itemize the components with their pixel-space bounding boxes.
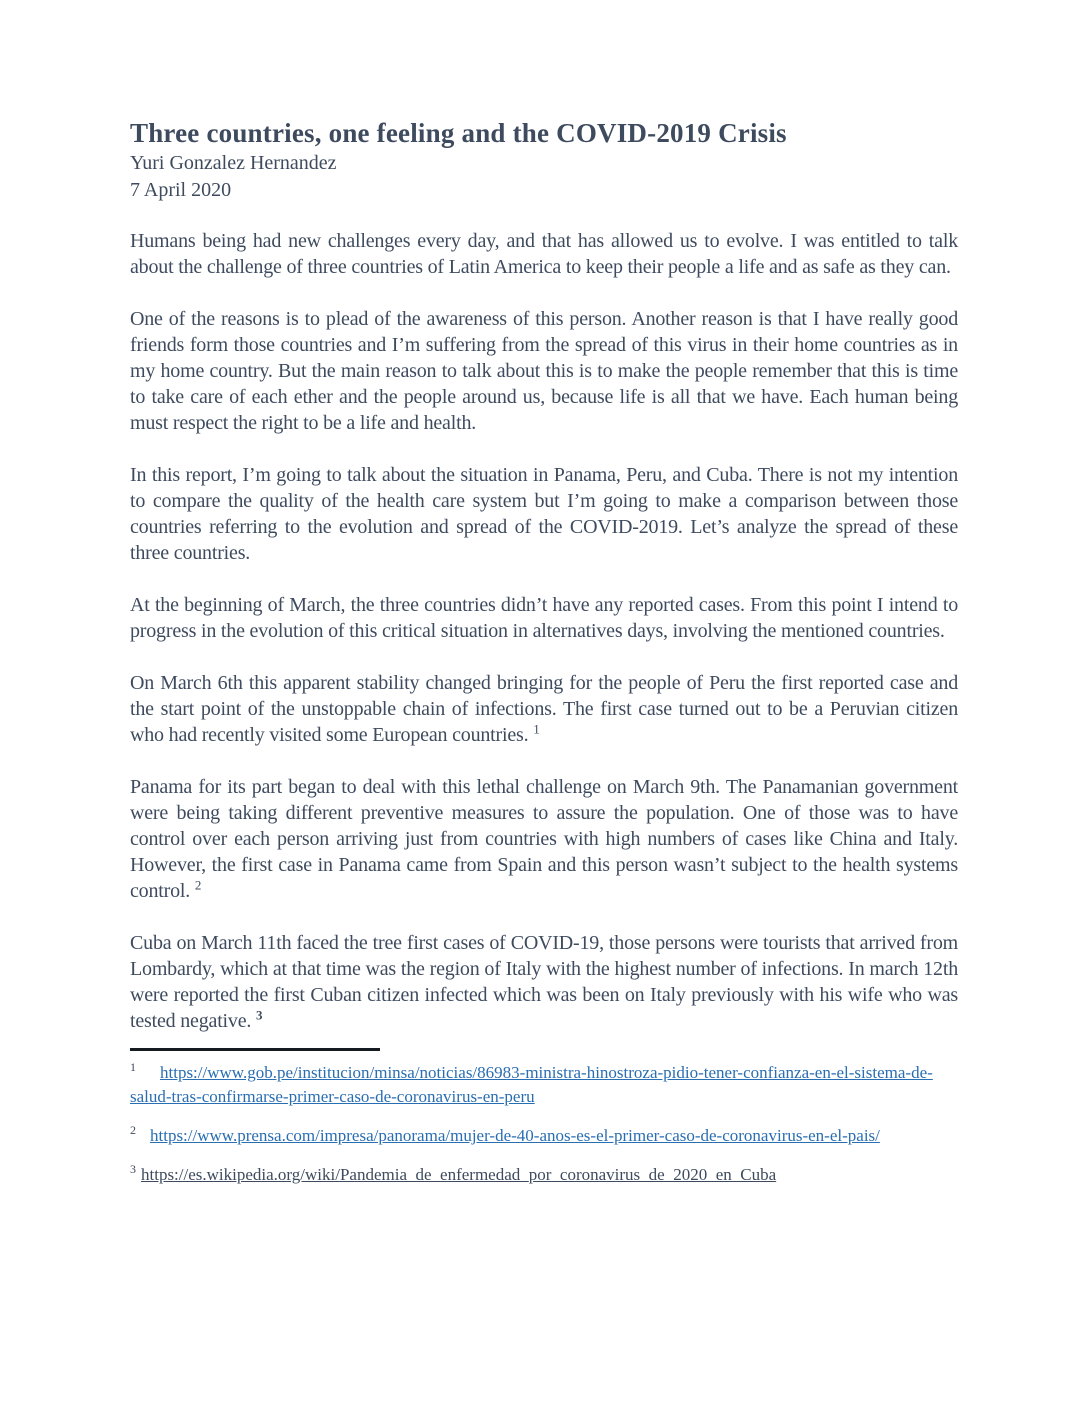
body-paragraph [130, 670, 958, 748]
paragraph-text: At the beginning of March, the three countries didn’t have any reported cases. From this point I intend to progress in the evolution of this critical situation in alternatives days, involving the mentioned countries. [130, 594, 958, 642]
body-paragraph [130, 592, 958, 644]
author-line: Yuri Gonzalez Hernandez [130, 152, 337, 174]
document-body [130, 228, 958, 1034]
footnote-item [130, 1163, 958, 1187]
footnote-separator [130, 1048, 380, 1051]
document-title: Three countries, one feeling and the COVID-2019 Crisis [130, 118, 787, 148]
footnote-item [130, 1061, 958, 1109]
footnote-number: 2 [130, 1123, 136, 1138]
paragraph-text: In this report, I’m going to talk about the situation in Panama, Peru, and Cuba. There is not my intention to compare the quality of the health care system but I’m going to make a comparison between those countries referring to the evolution and spread of the COVID-2019. Let’s analyze the spread of these three countries. [130, 464, 958, 564]
date-line: 7 April 2020 [130, 179, 232, 201]
footnote-link[interactable]: https://www.gob.pe/institucion/minsa/noticias/86983-ministra-hinostroza-pidio-tener-confianza-en-el-sistema-de-salud-tras-confirmarse-primer-caso-de-coronavirus-en-peru [130, 1063, 933, 1106]
footnote-number: 1 [130, 1060, 136, 1075]
footnotes-section [130, 1061, 958, 1187]
body-paragraph [130, 462, 958, 566]
footnote-link[interactable]: https://www.prensa.com/impresa/panorama/mujer-de-40-anos-es-el-primer-caso-de-coronavirus-en-el-pais/ [150, 1126, 880, 1145]
body-paragraph [130, 228, 958, 280]
footnote-number: 3 [130, 1162, 136, 1177]
paragraph-text: One of the reasons is to plead of the awareness of this person. Another reason is that I have really good friends form those countries and I’m suffering from the spread of this virus in their home countries as in my home country. But the main reason to talk about this is to make the people remember that this is time to take care of each ether and the people around us, because life is all that we have. Each human being must respect the right to be a life and health. [130, 308, 958, 434]
paragraph-text: On March 6th this apparent stability changed bringing for the people of Peru the first reported case and the start point of the unstoppable chain of infections. The first case turned out to be a Peruvian citizen who had recently visited some European countries. [130, 672, 958, 746]
body-paragraph [130, 306, 958, 436]
footnote-link[interactable]: https://es.wikipedia.org/wiki/Pandemia_de_enfermedad_por_coronavirus_de_2020_en_Cuba [141, 1165, 777, 1184]
footnote-ref: 1 [533, 721, 540, 737]
footnote-item [130, 1124, 958, 1148]
paragraph-text: Cuba on March 11th faced the tree first cases of COVID-19, those persons were tourists that arrived from Lombardy, which at that time was the region of Italy with the highest number of infections. In march 12th were reported the first Cuban citizen infected which was been on Italy previously with his wife who was tested negative. [130, 932, 958, 1032]
footnote-ref: 2 [194, 877, 202, 893]
footnote-ref: 3 [256, 1007, 263, 1023]
paragraph-text: Panama for its part began to deal with this lethal challenge on March 9th. The Panamanian government were being taking different preventive measures to assure the population. One of those was to have control over each person arriving just from countries with high numbers of cases like China and Italy. However, the first case in Panama came from Spain and this person wasn’t subject to the health systems control. [130, 776, 958, 902]
paragraph-text: Humans being had new challenges every day, and that has allowed us to evolve. I was entitled to talk about the challenge of three countries of Latin America to keep their people a life and as safe as they can. [130, 230, 958, 278]
body-paragraph [130, 930, 958, 1034]
body-paragraph [130, 774, 958, 904]
